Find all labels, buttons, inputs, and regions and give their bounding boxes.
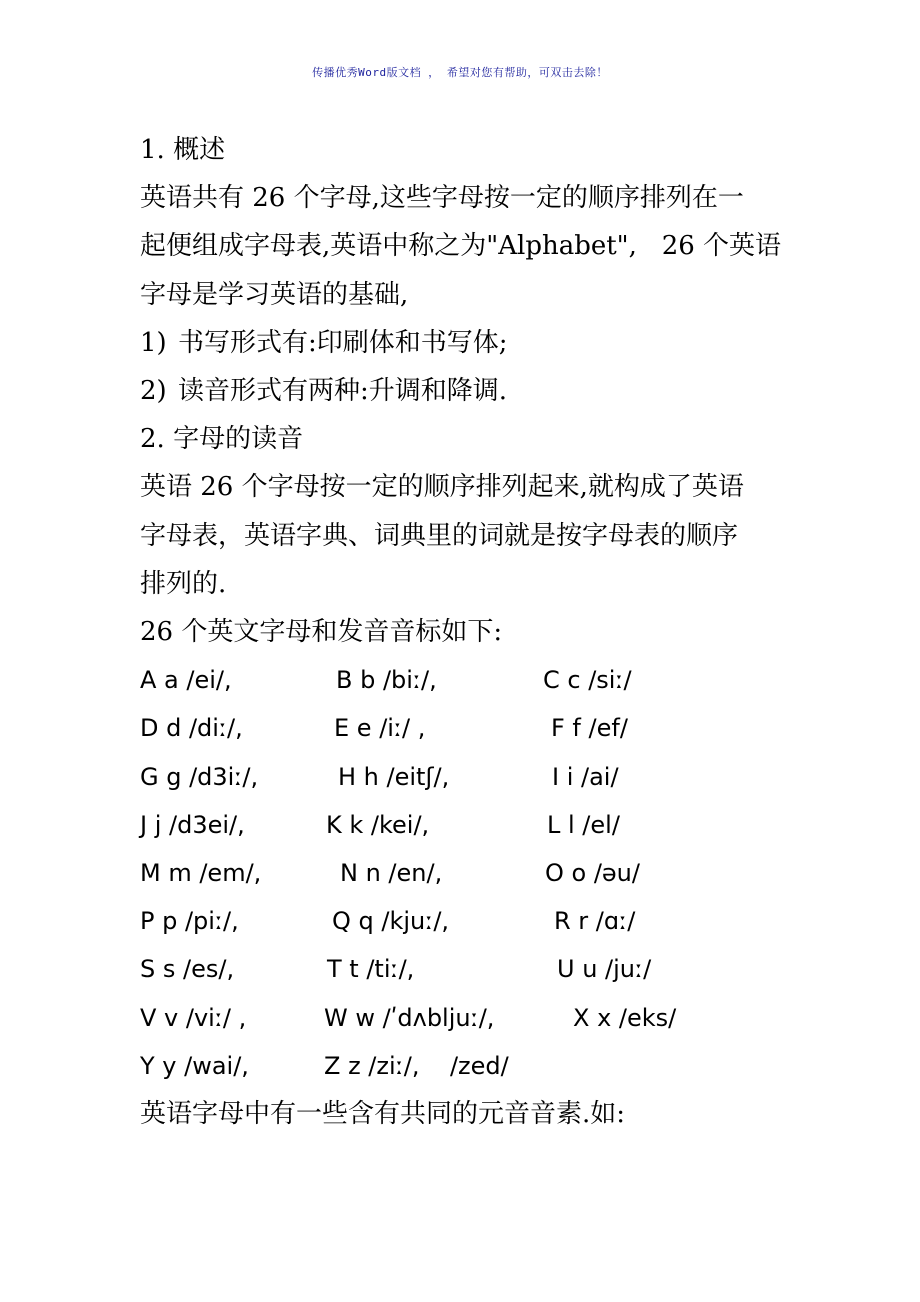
alphabet-entry: P p /piː/, [140, 907, 239, 936]
alphabet-row [140, 945, 790, 993]
alphabet-entry: X x /eks/ [573, 1003, 677, 1032]
alphabet-entry: G g /d3iː/, [140, 762, 259, 791]
list-item-text: 书写形式有:印刷体和书写体; [178, 327, 508, 358]
paragraph-line: 起便组成字母表,英语中称之为"Alphabet", 26 个英语 [140, 231, 782, 262]
alphabet-entry: T t /tiː/, [327, 955, 415, 984]
list-item-text: 读音形式有两种:升调和降调. [178, 376, 508, 407]
paragraph-line: 英语共有 26 个字母,这些字母按一定的顺序排列在一 [140, 183, 744, 214]
alphabet-entry: J j /d3ei/, [140, 810, 245, 839]
list-item-number: 1) [140, 327, 167, 358]
alphabet-entry: Z z /ziː/, /zed/ [324, 1051, 509, 1080]
alphabet-entry: A a /ei/, [140, 666, 232, 695]
alphabet-entry: E e /iː/ , [334, 714, 426, 743]
section-heading-overview: 1. 概述 [140, 135, 226, 165]
alphabet-entry: D d /diː/, [140, 714, 243, 743]
alphabet-entry: F f /ef/ [551, 714, 628, 743]
page-header-note: 传播优秀Word版文档 ， 希望对您有帮助，可双击去除！ [312, 66, 608, 79]
alphabet-entry: U u /juː/ [557, 955, 652, 984]
alphabet-entry: M m /em/, [140, 858, 262, 887]
alphabet-row [140, 994, 790, 1042]
alphabet-row [140, 656, 790, 704]
paragraph-line: 字母表，英语字典、词典里的词就是按字母表的顺序 [140, 520, 739, 551]
alphabet-row [140, 704, 790, 752]
alphabet-entry: Y y /wai/, [140, 1051, 249, 1080]
closing-line: 英语字母中有一些含有共同的元音音素.如: [140, 1098, 626, 1129]
alphabet-entry: H h /eitʃ/, [338, 762, 450, 791]
alphabet-entry: N n /en/, [340, 858, 443, 887]
paragraph-line: 字母是学习英语的基础, [140, 279, 409, 310]
alphabet-row [140, 801, 790, 849]
alphabet-entry: O o /əu/ [545, 858, 640, 887]
section-heading-letter-pronunciation: 2. 字母的读音 [140, 424, 304, 455]
alphabet-entry: B b /biː/, [336, 666, 437, 695]
alphabet-row [140, 753, 790, 801]
alphabet-entry: R r /ɑː/ [554, 907, 636, 936]
alphabet-entry: C c /siː/ [543, 666, 632, 695]
alphabet-entry: K k /kei/, [326, 810, 430, 839]
alphabet-entry: S s /es/, [140, 955, 235, 984]
list-item-number: 2) [140, 376, 167, 407]
alphabet-caption: 26 个英文字母和发音音标如下: [140, 617, 503, 648]
alphabet-entry: L l /el/ [547, 810, 620, 839]
alphabet-entry: V v /viː/ , [140, 1003, 247, 1032]
paragraph-line: 排列的. [140, 568, 227, 599]
alphabet-entry: Q q /kjuː/, [332, 907, 450, 936]
alphabet-row [140, 849, 790, 897]
alphabet-entry: W w /ʹdʌbljuː/, [324, 1003, 495, 1032]
list-item [140, 319, 790, 367]
alphabet-row [140, 1042, 790, 1090]
document-body [140, 126, 790, 1138]
paragraph-line: 英语 26 个字母按一定的顺序排列起来,就构成了英语 [140, 472, 744, 503]
alphabet-entry: I i /ai/ [552, 762, 619, 791]
alphabet-row [140, 897, 790, 945]
list-item [140, 367, 790, 415]
